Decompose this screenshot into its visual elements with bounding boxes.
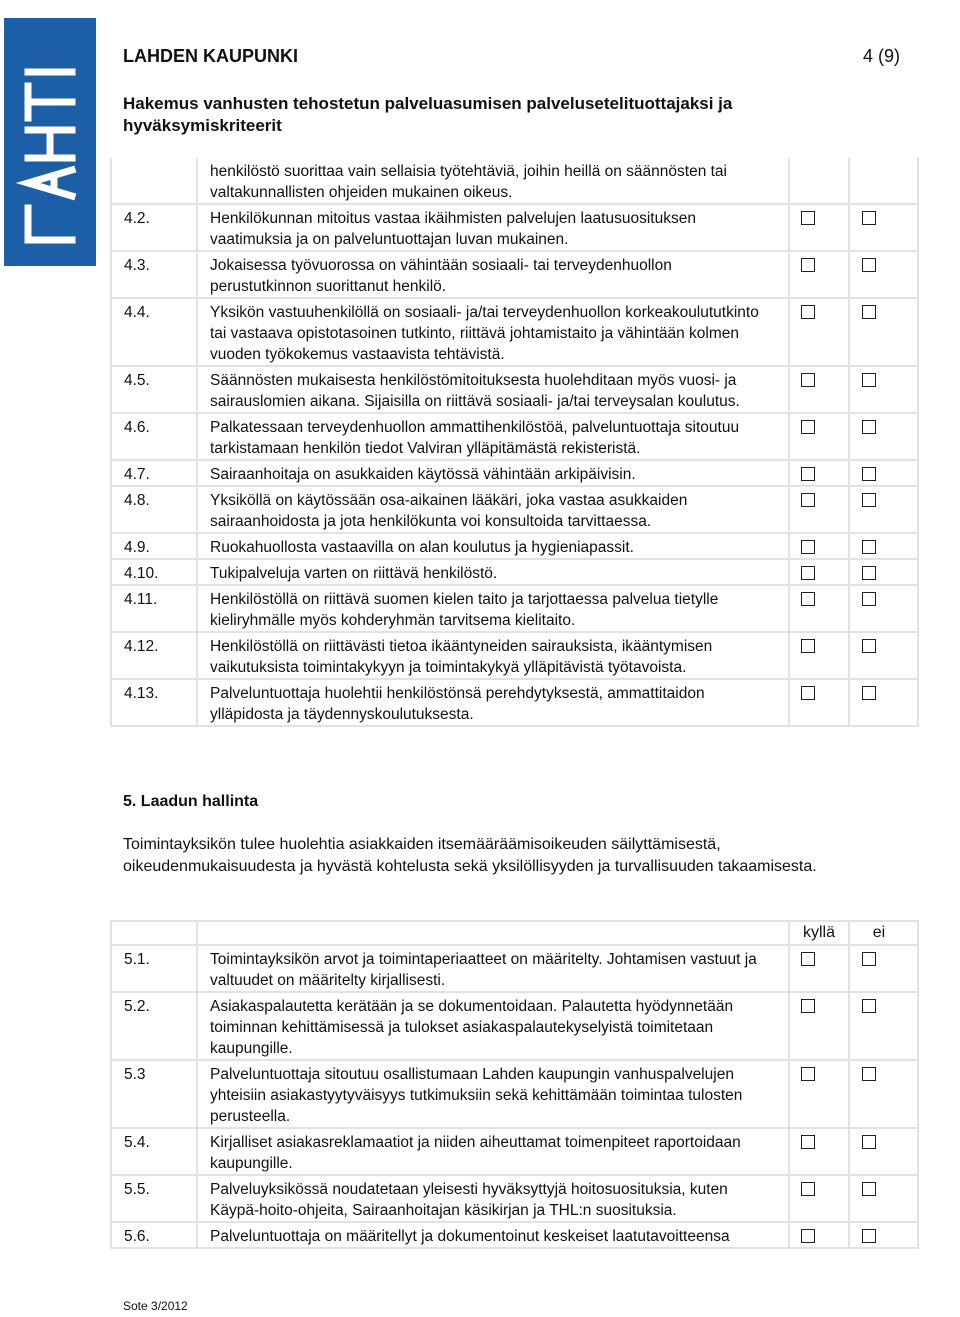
table-row [112, 678, 917, 725]
no-checkbox[interactable] [862, 566, 876, 580]
no-checkbox[interactable] [862, 305, 876, 319]
yes-checkbox[interactable] [801, 686, 815, 700]
criterion-text: Yksiköllä on käytössään osa-aikainen lääkäri, joka vastaa asukkaiden sairaanhoidosta ja jota henkilökunta voi konsultoida tarvittaessa. [196, 487, 788, 532]
yes-checkbox[interactable] [801, 493, 815, 507]
section-title: 5. Laadun hallinta [123, 793, 259, 810]
yes-checkbox[interactable] [801, 1067, 815, 1081]
criterion-number: 5.6. [124, 1228, 150, 1245]
no-cell [848, 680, 908, 725]
criterion-number: 4.2. [124, 210, 150, 227]
criterion-number: 5.4. [124, 1134, 150, 1151]
yes-cell [788, 534, 848, 558]
yes-cell [788, 367, 848, 412]
criterion-text: Tukipalveluja varten on riittävä henkilöstö. [196, 560, 788, 584]
table-row [112, 1059, 917, 1127]
no-cell [848, 205, 908, 250]
no-cell [848, 299, 908, 365]
criteria-table-4 [110, 158, 919, 727]
yes-checkbox[interactable] [801, 1182, 815, 1196]
criterion-text: Henkilökunnan mitoitus vastaa ikäihmisten palvelujen laatusuosituksen vaatimuksia ja on palveluntuottajan luvan mukainen. [196, 205, 788, 250]
no-checkbox[interactable] [862, 952, 876, 966]
yes-checkbox[interactable] [801, 373, 815, 387]
criterion-text: Palveluntuottaja huolehtii henkilöstönsä perehdytyksestä, ammattitaidon ylläpidosta ja täydennyskoulutuksesta. [196, 680, 788, 725]
criterion-text: Säännösten mukaisesta henkilöstömitoituksesta huolehditaan myös vuosi- ja sairauslomien aikana. Sijaisilla on riittävä sosiaali- ja/tai terveysalan koulutus. [196, 367, 788, 412]
criterion-text: Toimintayksikön arvot ja toimintaperiaatteet on määritelty. Johtamisen vastuut ja valtuudet on määritelty kirjallisesti. [196, 946, 788, 991]
criteria-table-5 [110, 920, 919, 1249]
no-checkbox[interactable] [862, 686, 876, 700]
criterion-number: 4.5. [124, 372, 150, 389]
yes-checkbox[interactable] [801, 258, 815, 272]
criterion-text: Yksikön vastuuhenkilöllä on sosiaali- ja/tai terveydenhuollon korkeakoulututkinto tai vastaava opistotasoinen tutkinto, riittävä johtamistaito ja vähintään kolmen vuoden työkokemus vastaavista tehtävistä. [196, 299, 788, 365]
yes-cell [788, 487, 848, 532]
table-row [112, 584, 917, 631]
no-cell [848, 461, 908, 485]
yes-checkbox[interactable] [801, 592, 815, 606]
no-cell [848, 1223, 908, 1247]
table-row [112, 1221, 917, 1247]
no-checkbox[interactable] [862, 373, 876, 387]
criterion-text: henkilöstö suorittaa vain sellaisia työtehtäviä, joihin heillä on säännösten tai valtakunnallisten ohjeiden mukainen oikeus. [196, 158, 788, 203]
criterion-text: Henkilöstöllä on riittävä suomen kielen taito ja tarjottaessa palvelua tietylle kieliryhmälle myös kohderyhmän tarvitsema kielitaito. [196, 586, 788, 631]
yes-cell [788, 1129, 848, 1174]
criterion-number: 4.11. [124, 591, 158, 608]
no-cell [848, 1129, 908, 1174]
yes-checkbox[interactable] [801, 420, 815, 434]
column-header-yes: kyllä [788, 922, 848, 944]
yes-checkbox[interactable] [801, 467, 815, 481]
document-title: Hakemus vanhusten tehostetun palveluasumisen palvelusetelituottajaksi ja hyväksymiskriteerit [123, 94, 733, 135]
table-row [112, 297, 917, 365]
no-checkbox[interactable] [862, 493, 876, 507]
no-cell [848, 414, 908, 459]
yes-cell [788, 1061, 848, 1127]
section-intro: Toimintayksikön tulee huolehtia asiakkaiden itsemääräämisoikeuden säilyttämisestä, oikeudenmukaisuudesta ja hyvästä kohtelusta sekä yksilöllisyyden ja turvallisuuden takaamisesta. [123, 836, 817, 875]
yes-checkbox[interactable] [801, 952, 815, 966]
criterion-number: 4.4. [124, 304, 150, 321]
criterion-number: 4.10. [124, 565, 159, 582]
table-row [112, 631, 917, 678]
table-row [112, 1174, 917, 1221]
yes-cell [788, 946, 848, 991]
criterion-number: 4.8. [124, 492, 150, 509]
criterion-text: Palveluntuottaja sitoutuu osallistumaan Lahden kaupungin vanhuspalvelujen yhteisiin asiakastyytyväisyys tutkimuksiin sekä kehittämään toimintaa tulosten perusteella. [196, 1061, 788, 1127]
no-checkbox[interactable] [862, 258, 876, 272]
table-row [112, 944, 917, 991]
criterion-number: 4.3. [124, 257, 150, 274]
criterion-text: Jokaisessa työvuorossa on vähintään sosiaali- tai terveydenhuollon perustutkinnon suorittanut henkilö. [196, 252, 788, 297]
yes-cell [788, 414, 848, 459]
no-checkbox[interactable] [862, 1135, 876, 1149]
criterion-number [112, 158, 196, 203]
header-empty-cell [196, 922, 788, 944]
no-checkbox[interactable] [862, 1182, 876, 1196]
column-header-no: ei [848, 922, 908, 944]
table-row [112, 991, 917, 1059]
yes-cell [788, 680, 848, 725]
no-cell [848, 1176, 908, 1221]
yes-cell [788, 461, 848, 485]
header-empty-cell [112, 922, 196, 944]
lahti-logo [4, 18, 96, 266]
table-header-row [112, 922, 917, 944]
criterion-number: 4.6. [124, 419, 150, 436]
criterion-text: Ruokahuollosta vastaavilla on alan koulutus ja hygieniapassit. [196, 534, 788, 558]
yes-checkbox[interactable] [801, 305, 815, 319]
yes-cell [788, 158, 848, 203]
table-row [112, 459, 917, 485]
no-cell [848, 993, 908, 1059]
criterion-number: 4.12. [124, 638, 159, 655]
yes-checkbox[interactable] [801, 540, 815, 554]
yes-checkbox[interactable] [801, 566, 815, 580]
no-checkbox[interactable] [862, 592, 876, 606]
yes-checkbox[interactable] [801, 639, 815, 653]
page-number: 4 (9) [862, 46, 900, 66]
yes-cell [788, 205, 848, 250]
yes-checkbox[interactable] [801, 1229, 815, 1243]
table-row [112, 532, 917, 558]
yes-cell [788, 586, 848, 631]
criterion-text: Sairaanhoitaja on asukkaiden käytössä vähintään arkipäivisin. [196, 461, 788, 485]
yes-cell [788, 252, 848, 297]
criterion-number: 5.2. [124, 998, 150, 1015]
yes-cell [788, 633, 848, 678]
no-checkbox[interactable] [862, 540, 876, 554]
no-cell [848, 158, 908, 203]
yes-cell [788, 299, 848, 365]
no-cell [848, 487, 908, 532]
yes-cell [788, 1176, 848, 1221]
lahti-logo-lettering [4, 18, 96, 266]
table-row [112, 1127, 917, 1174]
no-checkbox[interactable] [862, 999, 876, 1013]
no-cell [848, 586, 908, 631]
no-checkbox[interactable] [862, 639, 876, 653]
organization-name: LAHDEN KAUPUNKI [123, 46, 298, 66]
no-cell [848, 252, 908, 297]
criterion-number: 5.5. [124, 1181, 150, 1198]
no-checkbox[interactable] [862, 1067, 876, 1081]
criterion-number: 4.7. [124, 466, 150, 483]
footer-code: Sote 3/2012 [123, 1299, 188, 1313]
yes-checkbox[interactable] [801, 211, 815, 225]
criterion-text: Palkatessaan terveydenhuollon ammattihenkilöstöä, palveluntuottaja sitoutuu tarkistamaan henkilön tiedot Valviran ylläpitämästä rekisteristä. [196, 414, 788, 459]
no-cell [848, 560, 908, 584]
table-row [112, 412, 917, 459]
no-cell [848, 367, 908, 412]
criterion-number: 5.1. [124, 951, 150, 968]
criterion-text: Asiakaspalautetta kerätään ja se dokumentoidaan. Palautetta hyödynnetään toiminnan kehittämisessä ja tulokset asiakaspalautekyselyistä toimitetaan kaupungille. [196, 993, 788, 1059]
criterion-number: 4.9. [124, 539, 150, 556]
criterion-text: Kirjalliset asiakasreklamaatiot ja niiden aiheuttamat toimenpiteet raportoidaan kaupungille. [196, 1129, 788, 1174]
no-checkbox[interactable] [862, 211, 876, 225]
no-checkbox[interactable] [862, 420, 876, 434]
criterion-text: Palveluyksikössä noudatetaan yleisesti hyväksyttyjä hoitosuosituksia, kuten Käypä-hoito-ohjeita, Sairaanhoitajan käsikirjan ja THL:n suosituksia. [196, 1176, 788, 1221]
no-cell [848, 946, 908, 991]
criterion-text: Palveluntuottaja on määritellyt ja dokumentoinut keskeiset laatutavoitteensa [196, 1223, 788, 1247]
table-row [112, 485, 917, 532]
table-row [112, 158, 917, 203]
yes-checkbox[interactable] [801, 999, 815, 1013]
criterion-number: 4.13. [124, 685, 159, 702]
yes-cell [788, 560, 848, 584]
no-cell [848, 1061, 908, 1127]
criterion-number: 5.3 [124, 1066, 146, 1083]
criterion-text: Henkilöstöllä on riittävästi tietoa ikääntyneiden sairauksista, ikääntymisen vaikutuksista toimintakykyyn ja toimintakykyä ylläpitävistä työtavoista. [196, 633, 788, 678]
table-row [112, 250, 917, 297]
no-checkbox[interactable] [862, 467, 876, 481]
no-cell [848, 534, 908, 558]
yes-checkbox[interactable] [801, 1135, 815, 1149]
yes-cell [788, 1223, 848, 1247]
table-row [112, 365, 917, 412]
table-row [112, 203, 917, 250]
table-row [112, 558, 917, 584]
no-checkbox[interactable] [862, 1229, 876, 1243]
yes-cell [788, 993, 848, 1059]
no-cell [848, 633, 908, 678]
